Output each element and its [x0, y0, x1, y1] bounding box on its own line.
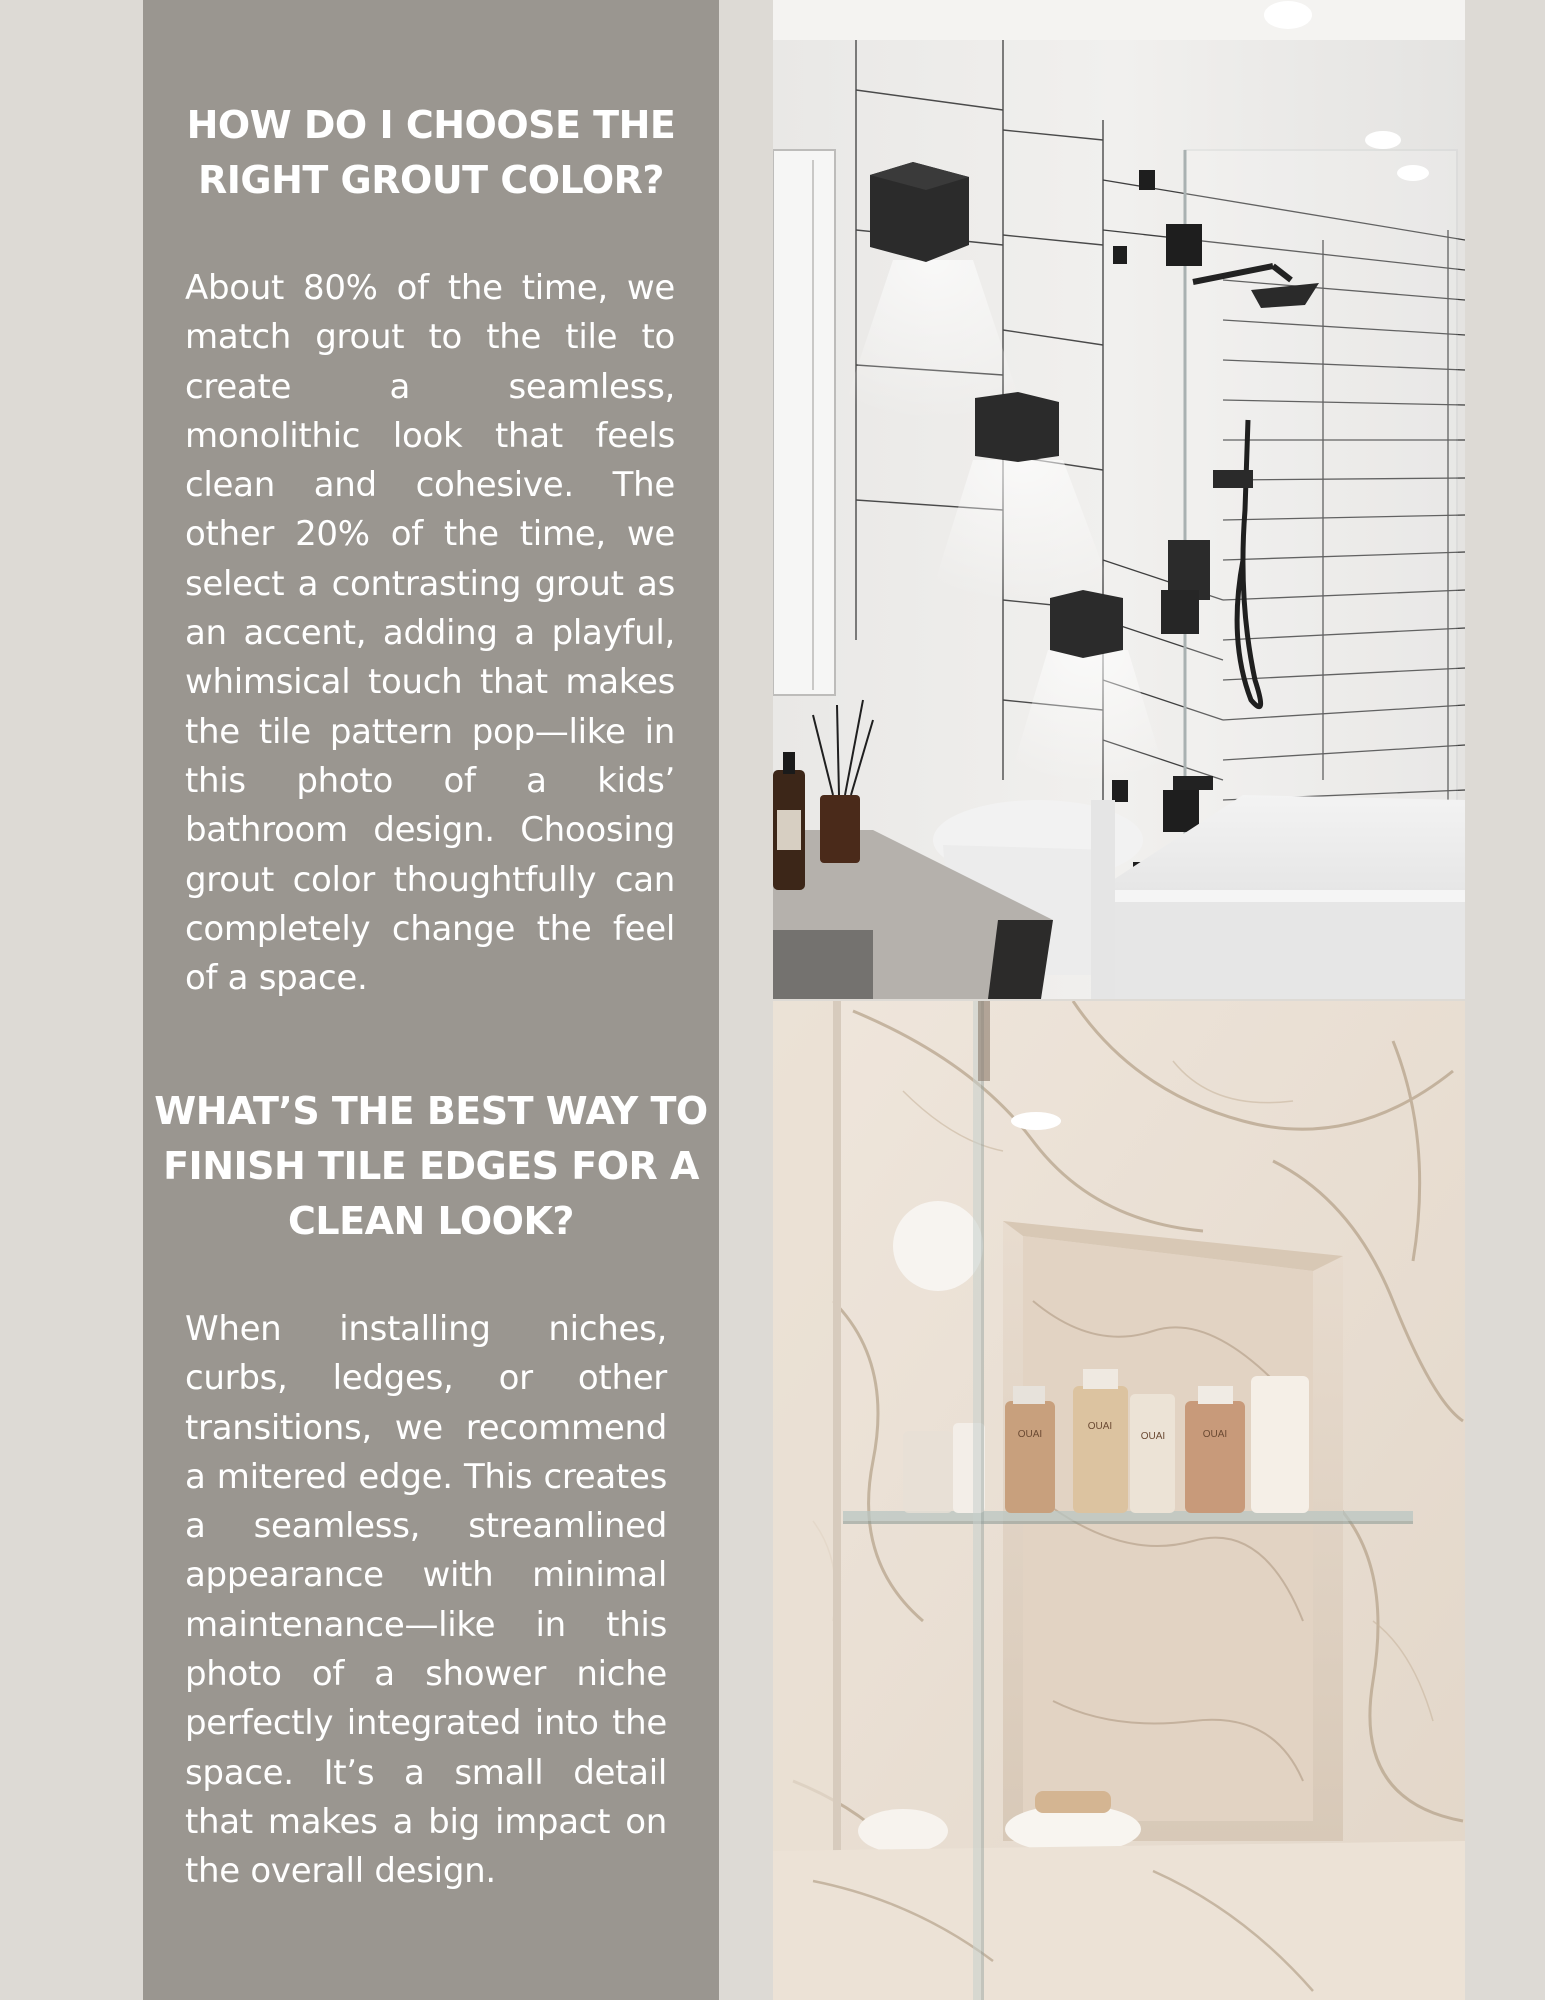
- shower-niche-photo: [773, 1001, 1465, 2000]
- wall-sconce-icon: [870, 162, 969, 262]
- bathroom-tile-photo: [773, 0, 1465, 999]
- grout-color-paragraph: About 80% of the time, we match grout to the tile to create a seamless, monolithic look that feels clean and cohesive. The other 20% of the time, we select a contrasting grout as an accent, adding a playful, whimsical touch that makes the tile pattern pop—like in this photo of a kids’ bathroom design. Choosing grout color thoughtfully can completely change the feel of a space.: [185, 268, 675, 999]
- tile-edges-heading: WHAT’S THE BEST WAY TO FINISH TILE EDGES FOR A CLEAN LOOK?: [154, 1089, 708, 1243]
- grout-color-heading: HOW DO I CHOOSE THE RIGHT GROUT COLOR?: [186, 103, 676, 202]
- product-label-2: OUAI: [1087, 1421, 1113, 1432]
- shower-niche-illustration: [773, 1001, 1465, 2000]
- product-label-4: OUAI: [1202, 1429, 1228, 1440]
- bathroom-tile-illustration: [773, 0, 1465, 999]
- text-panel: [143, 0, 719, 2000]
- product-label-3: OUAI: [1140, 1431, 1166, 1442]
- product-label-1: OUAI: [1017, 1429, 1043, 1440]
- tile-edges-paragraph: When installing niches, curbs, ledges, or other transitions, we recommend a mitered edge. This creates a seamless, streamlined appearance with minimal maintenance—like in this photo of a shower niche perfectly integrated into the space. It’s a small detail that makes a big impact on the overall design.: [185, 1309, 667, 1892]
